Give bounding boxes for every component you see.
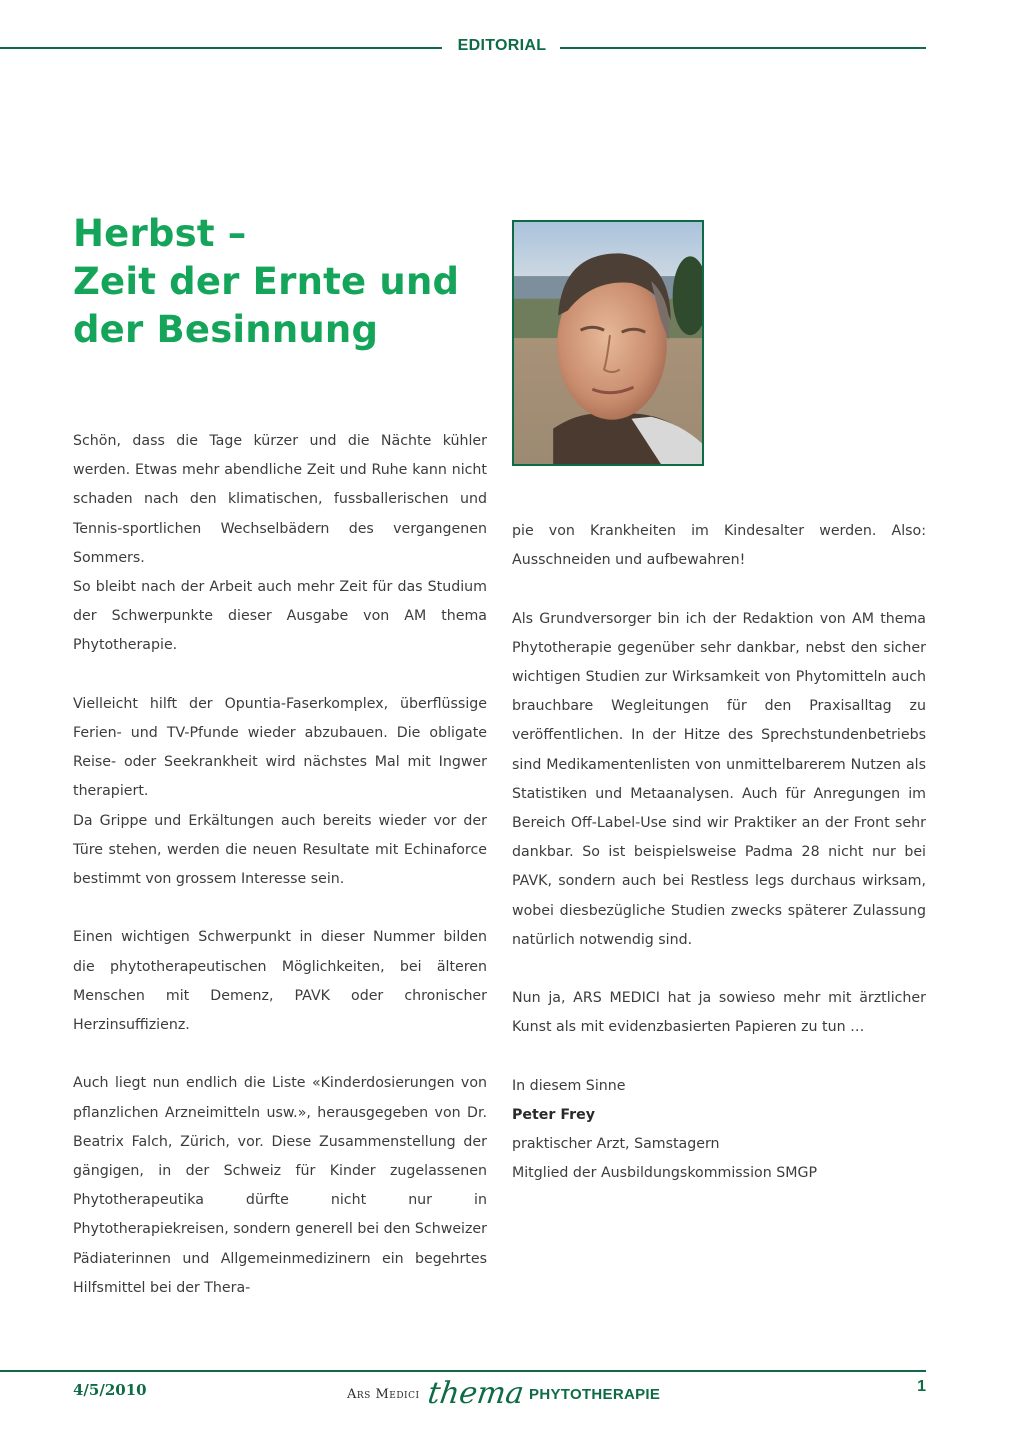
paragraph: Schön, dass die Tage kürzer und die Nächte kühler werden. Etwas mehr abendliche Zeit und Ruhe kann nicht schaden nach den klimatischen, fussballerischen und Tennis-sportlichen Wechselbädern des vergangenen Sommers. — [73, 433, 487, 566]
paragraph: Nun ja, ARS MEDICI hat ja sowieso mehr mit ärztlicher Kunst als mit evidenzbasierten Papieren zu tun … — [512, 990, 926, 1036]
paragraph: Vielleicht hilft der Opuntia-Faserkomplex, überflüssige Ferien- und TV-Pfunde wieder abzubauen. Die obligate Reise- oder Seekrankheit wird nächstes Mal mit Ingwer therapiert. — [73, 695, 487, 800]
author-affiliation: Mitglied der Ausbildungskommission SMGP — [512, 1165, 817, 1182]
signoff — [512, 1072, 926, 1189]
article-title — [73, 210, 493, 354]
author-name: Peter Frey — [512, 1107, 596, 1124]
signoff-greeting: In diesem Sinne — [512, 1077, 626, 1094]
article-column-right — [512, 517, 926, 1189]
title-line: der Besinnung — [73, 308, 379, 351]
title-line: Zeit der Ernte und — [73, 260, 460, 303]
logo-phytotherapie: PHYTOTHERAPIE — [529, 1385, 661, 1403]
page-number: 1 — [917, 1378, 926, 1395]
title-line: Herbst – — [73, 212, 247, 255]
header-rule-left — [0, 47, 442, 49]
header-rule-right — [560, 47, 926, 49]
portrait-icon — [514, 222, 702, 464]
paragraph: pie von Krankheiten im Kindesalter werden. Also: Ausschneiden und aufbewahren! — [512, 523, 926, 569]
logo-thema: thema — [425, 1376, 526, 1411]
author-role: praktischer Arzt, Samstagern — [512, 1136, 720, 1153]
paragraph: Als Grundversorger bin ich der Redaktion von AM thema Phytotherapie gegenüber sehr dankbar, nebst den sicher wichtigen Studien zur Wirksamkeit von Phytomitteln auch brauchbare Wegleitungen für den Praxisalltag zu veröffentlichen. In der Hitze des Sprechstundenbetriebs sind Medikamentenlisten von unmittelbarerem Nutzen als Statistiken und Metaanalysen. Auch für Anregungen im Bereich Off-Label-Use sind wir Praktiker an der Front sehr dankbar. So ist beispielsweise Padma 28 nicht nur bei PAVK, sondern auch bei Restless legs durchaus wirksam, wobei diesbezügliche Studien zwecks späterer Zulassung natürlich notwendig sind. — [512, 610, 926, 948]
article-column-left — [73, 427, 487, 1303]
paragraph: Auch liegt nun endlich die Liste «Kinderdosierungen von pflanzlichen Arzneimitteln usw.», herausgegeben von Dr. Beatrix Falch, Zürich, vor. Diese Zusammenstellung der gängigen, in der Schweiz für Kinder zugelassenen Phytotherapeutika dürfte nicht nur in Phytotherapiekreisen, sondern generell bei den Schweizer Pädiaterinnen und Allgemeinmedizinern ein begehrtes Hilfsmittel bei der Thera- — [73, 1075, 487, 1296]
paragraph: So bleibt nach der Arbeit auch mehr Zeit für das Studium der Schwerpunkte dieser Ausgabe von AM thema Phytotherapie. — [73, 579, 487, 654]
logo-ars-medici: Ars Medici — [347, 1386, 420, 1402]
paragraph: Da Grippe und Erkältungen auch bereits wieder vor der Türe stehen, werden die neuen Resultate mit Echinaforce bestimmt von grossem Interesse sein. — [73, 812, 487, 888]
footer-rule — [0, 1370, 926, 1372]
issue-date: 4/5/2010 — [73, 1381, 147, 1399]
paragraph: Einen wichtigen Schwerpunkt in dieser Nummer bilden die phytotherapeutischen Möglichkeiten, bei älteren Menschen mit Demenz, PAVK oder chronischer Herzinsuffizienz. — [73, 929, 487, 1034]
author-portrait-photo — [512, 220, 704, 466]
publication-logo — [347, 1376, 660, 1412]
section-label: EDITORIAL — [457, 37, 547, 54]
